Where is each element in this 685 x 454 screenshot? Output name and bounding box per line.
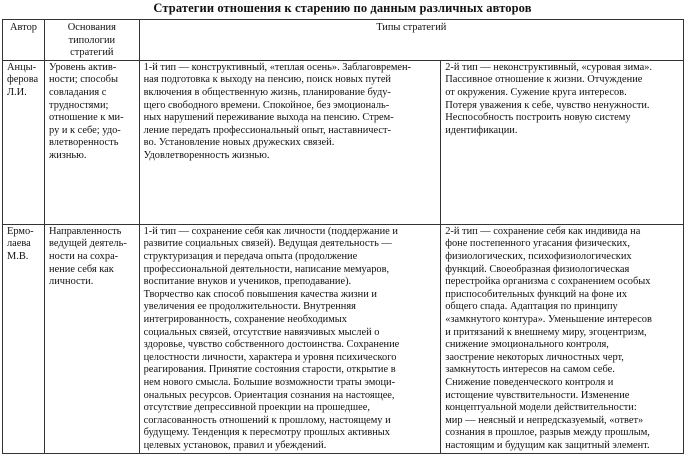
table-row: [3, 60, 684, 224]
table-title: Стратегии отношения к старению по данным различных авторов: [153, 1, 532, 15]
strategy-type-2-cell: 2-й тип — неконструктивный, «суровая зима». Пассивное отношение к жизни. Отчуждение от окружения. Сужение круга интересов. Потеря уважения к себе, чувство ненужности. Неспособность построить новую систему идентификации.: [441, 60, 684, 224]
table-row: [3, 224, 684, 453]
header-author: Автор: [3, 20, 45, 61]
strategy-type-1-cell: 1-й тип — конструктивный, «теплая осень». Заблаговремен- ная подготовка к выходу на пенсию, поиск новых путей включения в общественную жизнь, планирование буду- щего свободного времени. Спокойное, без эмоциональ- ных нарушений переживание выхода на пенсию. Стрем- ление передать профессиональный опыт, наставничест- во. Установление новых дружеских связей. Удовлетворенность жизнью.: [139, 60, 441, 224]
basis-cell: Направленность ведущей деятель- ности на сохра- нение себя как личности.: [45, 224, 140, 453]
basis-cell: Уровень актив- ности; способы совладания с трудностями; отношение к ми- ру и к себе; удо- влетворенность жизнью.: [45, 60, 140, 224]
header-types: Типы стратегий: [139, 20, 683, 61]
author-cell: Анцы- ферова Л.И.: [3, 60, 45, 224]
strategy-type-1-cell: 1-й тип — сохранение себя как личности (поддержание и развитие социальных связей). Ведущая деятельность — структуризация и передача опыта (продолжение профессиональной деятельности, написание мемуаров, воспитание внуков и учеников, преподавание). Творчество как способ повышения качества жизни и увеличения ее продолжительности. Внутренняя интегрированность, сохранение необходимых социальных связей, отсутствие навязчивых мыслей о здоровье, чувство собственного достоинства. Сохранение целостности личности, характера и уровня психического реагирования. Принятие состояния старости, открытие в нем нового смысла. Большие возможности траты эмоци- ональных ресурсов. Ориентация сознания на настоящее, отсутствие депрессивной проекции на прошедшее, согласованность отношений к прошлому, настоящему и будущему. Тенденция к пересмотру прошлых активных целевых установок, правил и убеждений.: [139, 224, 441, 453]
author-cell: Ермо- лаева М.В.: [3, 224, 45, 453]
table-header-row: [3, 20, 684, 61]
header-basis: Основания типологии стратегий: [45, 20, 140, 61]
strategy-type-2-cell: 2-й тип — сохранение себя как индивида на фоне постепенного угасания физических, физиологических, психофизиологических функций. Своеобразная физиологическая перестройка организма с сохранением особых приспособительных функций на фоне их общего спада. Адаптация по принципу «замкнутого контура». Уменьшение интересов и притязаний к внешнему миру, эгоцентризм, снижение эмоционального контроля, заострение некоторых личностных черт, замкнутость интересов на самом себе. Снижение поведенческого контроля и истощение чувствительности. Изменение концептуальной модели действительности: мир — неясный и непредсказуемый, «ответ» сознания в прошлое, разрыв между прошлым, настоящим и будущим как защитный элемент.: [441, 224, 684, 453]
strategies-table: [2, 19, 684, 454]
